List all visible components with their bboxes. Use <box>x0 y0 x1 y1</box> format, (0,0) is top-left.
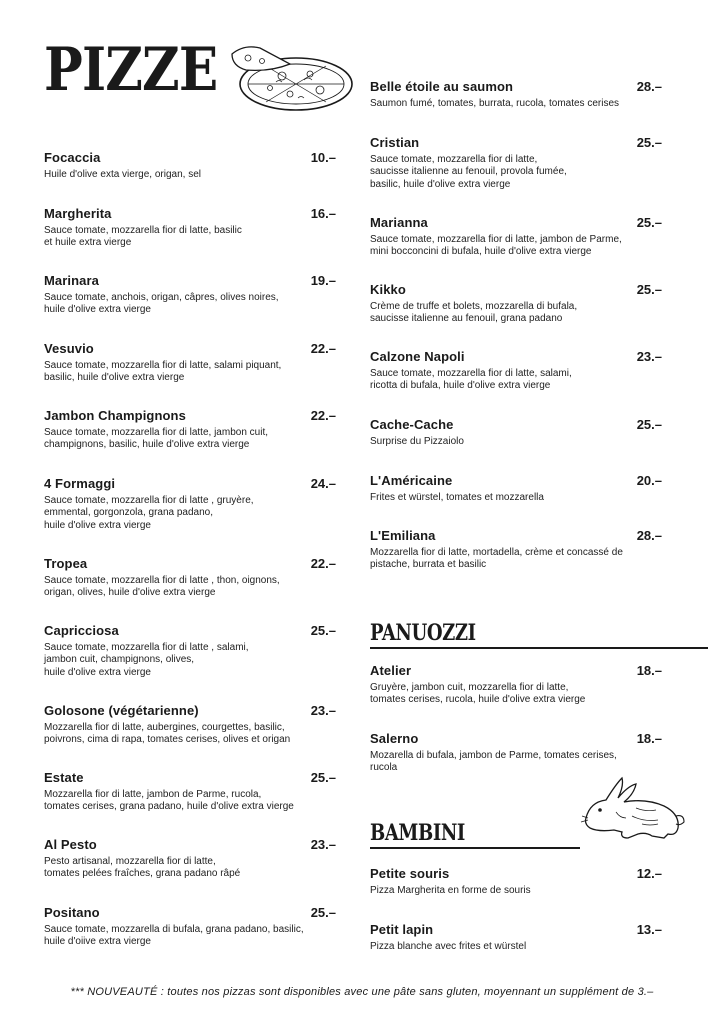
item-price: 18.– <box>636 663 662 678</box>
item-description: Surprise du Pizzaiolo <box>370 436 464 447</box>
item-description: Sauce tomate, anchois, origan, câpres, olives noires, huile d'olive extra vierge <box>44 292 279 316</box>
item-description: Sauce tomate, mozzarella fior di latte, salami, ricotta di bufala, huile d'olive extra vierge <box>370 368 572 392</box>
item-description: Sauce tomate, mozzarella fior di latte, saucisse italienne au fenouil, provola fumée, basilic, huile d'olive extra vierge <box>370 154 567 190</box>
menu-item-cache-cache <box>370 417 662 448</box>
menu-item-4-formaggi <box>44 476 336 532</box>
item-name: Tropea <box>44 556 88 571</box>
item-price: 20.– <box>636 473 662 488</box>
item-price: 22.– <box>310 556 336 571</box>
item-description: Pizza Margherita en forme de souris <box>370 885 531 896</box>
item-name: Belle étoile au saumon <box>370 79 514 94</box>
item-name: Cristian <box>370 135 420 150</box>
item-description: Mozzarella fior di latte, jambon de Parme, rucola, tomates cerises, grana padano, huile d'olive extra vierge <box>44 789 294 813</box>
item-description: Huile d'olive exta vierge, origan, sel <box>44 169 201 180</box>
item-description: Pesto artisanal, mozzarella fior di latte, tomates pelées fraîches, grana padano râpé <box>44 856 241 880</box>
menu-item-emiliana <box>370 528 662 572</box>
pizza-illustration <box>226 40 354 114</box>
item-name: Focaccia <box>44 150 101 165</box>
menu-item-kikko <box>370 282 662 326</box>
item-name: Jambon Champignons <box>44 408 186 423</box>
item-name: Petit lapin <box>370 922 434 937</box>
menu-item-cristian <box>370 135 662 191</box>
item-description: Mozzarella fior di latte, aubergines, courgettes, basilic, poivrons, cima di rapa, tomates cerises, olives et origan <box>44 722 291 746</box>
item-description: Sauce tomate, mozzarella fior di latte , gruyère, emmental, gorgonzola, grana padano, huile d'olive extra vierge <box>44 495 254 531</box>
item-price: 25.– <box>636 135 662 150</box>
rabbit-illustration <box>576 772 688 844</box>
item-price: 25.– <box>636 417 662 432</box>
menu-item-belle-etoile <box>370 79 662 110</box>
item-description: Saumon fumé, tomates, burrata, rucola, tomates cerises <box>370 98 619 109</box>
item-name: Calzone Napoli <box>370 349 465 364</box>
item-price: 22.– <box>310 408 336 423</box>
menu-item-americaine <box>370 473 662 504</box>
item-price: 23.– <box>636 349 662 364</box>
section-divider <box>370 647 708 649</box>
item-name: Golosone (végétarienne) <box>44 703 199 718</box>
item-price: 25.– <box>310 905 336 920</box>
item-price: 23.– <box>310 837 336 852</box>
menu-item-calzone-napoli <box>370 349 662 393</box>
menu-item-positano <box>44 905 336 949</box>
item-name: Al Pesto <box>44 837 97 852</box>
menu-item-margherita <box>44 206 336 250</box>
item-price: 25.– <box>636 282 662 297</box>
item-price: 28.– <box>636 79 662 94</box>
section-title: PANUOZZI <box>370 620 476 646</box>
item-name: Margherita <box>44 206 112 221</box>
page-title: PIZZE <box>44 35 218 105</box>
item-price: 16.– <box>310 206 336 221</box>
item-name: Capricciosa <box>44 623 119 638</box>
menu-item-salerno <box>370 731 662 775</box>
item-price: 10.– <box>310 150 336 165</box>
item-name: L'Emiliana <box>370 528 436 543</box>
item-name: Estate <box>44 770 84 785</box>
menu-item-petite-souris <box>370 866 662 897</box>
item-description: Sauce tomate, mozzarella fior di latte, basilic et huile extra vierge <box>44 225 242 249</box>
section-panuozzi <box>370 622 708 644</box>
item-description: Sauce tomate, mozzarella fior di latte , salami, jambon cuit, champignons, olives, huile d'olive extra vierge <box>44 642 249 678</box>
item-name: Salerno <box>370 731 419 746</box>
item-name: Marinara <box>44 273 99 288</box>
menu-item-atelier <box>370 663 662 707</box>
item-name: Cache-Cache <box>370 417 454 432</box>
item-price: 18.– <box>636 731 662 746</box>
item-description: Sauce tomate, mozzarella fior di latte, jambon de Parme, mini bocconcini di bufala, huile d'olive extra vierge <box>370 234 622 258</box>
item-description: Mozarella di bufala, jambon de Parme, tomates cerises, rucola <box>370 750 617 774</box>
item-description: Gruyère, jambon cuit, mozzarella fior di latte, tomates cerises, rucola, huile d'olive extra vierge <box>370 682 586 706</box>
item-name: Marianna <box>370 215 428 230</box>
item-description: Frites et würstel, tomates et mozzarella <box>370 492 544 503</box>
menu-item-capricciosa <box>44 623 336 679</box>
item-description: Crème de truffe et bolets, mozzarella di bufala, saucisse italienne au fenouil, grana padano <box>370 301 578 325</box>
item-price: 25.– <box>310 770 336 785</box>
item-description: Sauce tomate, mozzarella fior di latte, salami piquant, basilic, huile d'olive extra vierge <box>44 360 282 384</box>
item-name: Positano <box>44 905 100 920</box>
item-description: Sauce tomate, mozzarella di bufala, grana padano, basilic, huile d'oiive extra vierge <box>44 924 304 948</box>
menu-item-jambon-champignons <box>44 408 336 452</box>
menu-item-petit-lapin <box>370 922 662 953</box>
menu-item-golosone <box>44 703 336 747</box>
item-name: L'Américaine <box>370 473 453 488</box>
item-name: 4 Formaggi <box>44 476 116 491</box>
item-description: Sauce tomate, mozzarella fior di latte , thon, oignons, origan, olives, huile d'olive extra vierge <box>44 575 280 599</box>
item-price: 23.– <box>310 703 336 718</box>
item-price: 28.– <box>636 528 662 543</box>
item-price: 19.– <box>310 273 336 288</box>
item-price: 12.– <box>636 866 662 881</box>
menu-item-vesuvio <box>44 341 336 385</box>
menu-item-estate <box>44 770 336 814</box>
item-description: Mozzarella fior di latte, mortadella, crème et concassé de pistache, burrata et basilic <box>370 547 623 571</box>
item-name: Petite souris <box>370 866 450 881</box>
menu-item-marianna <box>370 215 662 259</box>
footnote-gluten-free: *** NOUVEAUTÉ : toutes nos pizzas sont disponibles avec une pâte sans gluten, moyennant un supplément de 3.– <box>70 986 654 998</box>
menu-item-focaccia <box>44 150 336 181</box>
menu-item-tropea <box>44 556 336 600</box>
item-price: 25.– <box>310 623 336 638</box>
section-title: BAMBINI <box>370 820 465 846</box>
item-name: Vesuvio <box>44 341 94 356</box>
item-price: 25.– <box>636 215 662 230</box>
item-name: Atelier <box>370 663 412 678</box>
item-price: 22.– <box>310 341 336 356</box>
item-description: Sauce tomate, mozzarella fior di latte, jambon cuit, champignons, basilic, huile d'olive extra vierge <box>44 427 268 451</box>
item-name: Kikko <box>370 282 406 297</box>
item-description: Pizza blanche avec frites et würstel <box>370 941 527 952</box>
menu-item-marinara <box>44 273 336 317</box>
item-price: 24.– <box>310 476 336 491</box>
menu-item-al-pesto <box>44 837 336 881</box>
item-price: 13.– <box>636 922 662 937</box>
section-divider <box>370 847 580 849</box>
